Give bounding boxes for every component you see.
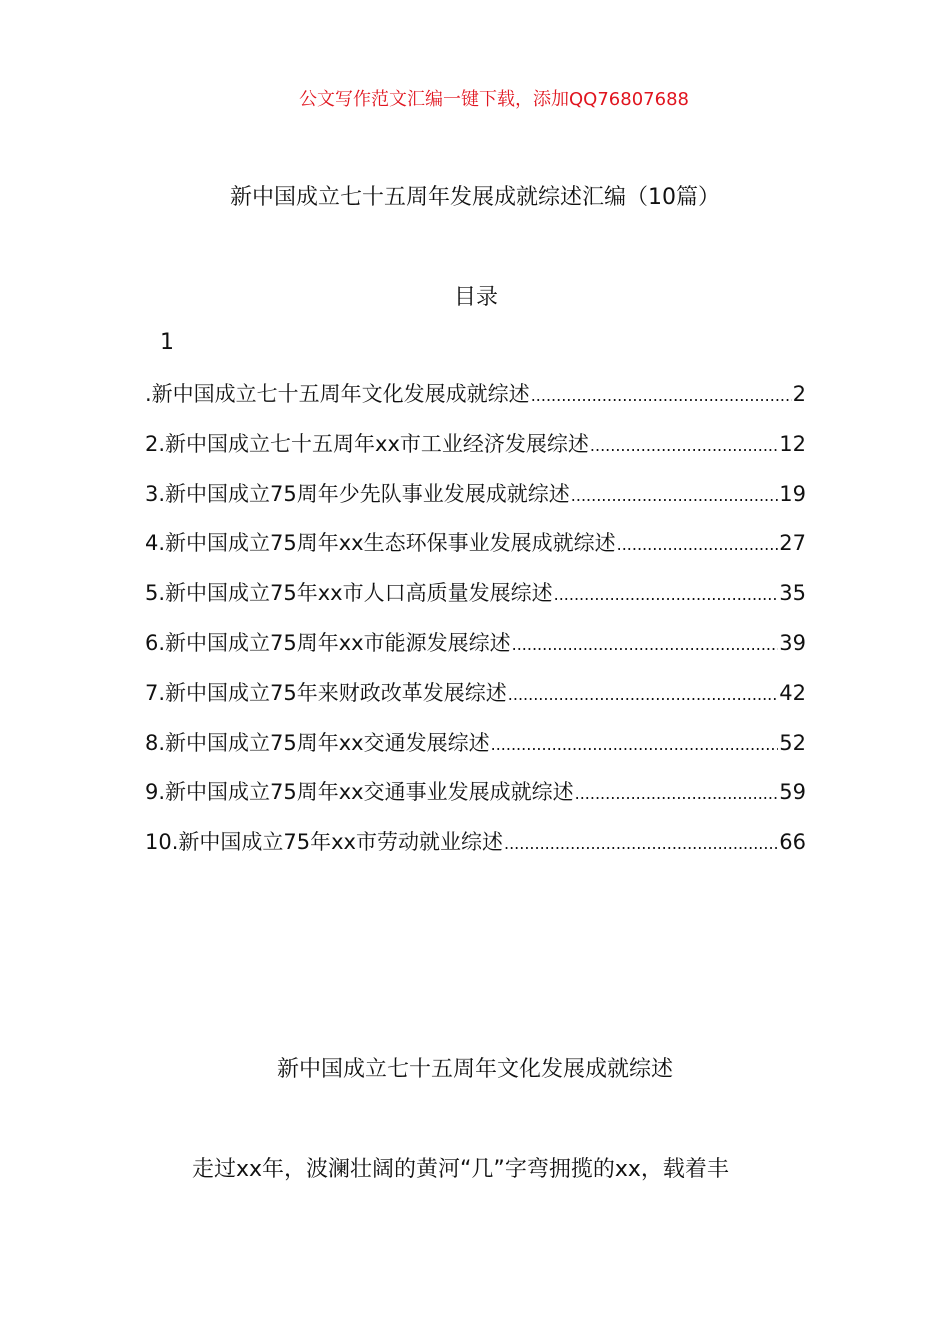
toc-leader-dots [508, 681, 779, 705]
toc-leader-dots [512, 631, 779, 655]
table-of-contents [145, 378, 806, 876]
toc-entry[interactable] [145, 826, 806, 876]
toc-stray-number: 1 [160, 330, 174, 355]
toc-entry-page: 59 [779, 780, 806, 805]
toc-leader-dots [531, 382, 792, 406]
toc-entry-label: 9.新中国成立75周年xx交通事业发展成就综述 [145, 780, 574, 805]
toc-entry-label: 7.新中国成立75年来财政改革发展综述 [145, 680, 507, 705]
document-title: 新中国成立七十五周年发展成就综述汇编（10篇） [230, 185, 720, 210]
toc-entry[interactable] [145, 577, 806, 627]
toc-entry-label: 6.新中国成立75周年xx市能源发展综述 [145, 630, 511, 655]
toc-entry-label: 3.新中国成立75周年少先队事业发展成就综述 [145, 481, 570, 506]
toc-entry-page: 39 [779, 630, 806, 655]
toc-entry-page: 66 [779, 830, 806, 855]
toc-leader-dots [575, 780, 779, 804]
promo-banner: 公文写作范文汇编一键下载，添加QQ76807688 [299, 89, 689, 110]
toc-entry-label: 8.新中国成立75周年xx交通发展综述 [145, 730, 490, 755]
toc-entry[interactable] [145, 378, 806, 428]
toc-entry-page: 35 [779, 581, 806, 606]
toc-leader-dots [554, 581, 779, 605]
toc-entry[interactable] [145, 478, 806, 528]
toc-entry[interactable] [145, 727, 806, 777]
toc-leader-dots [571, 482, 779, 506]
toc-entry-label: .新中国成立七十五周年文化发展成就综述 [145, 382, 530, 406]
toc-entry[interactable] [145, 627, 806, 677]
toc-entry-page: 12 [779, 431, 806, 456]
toc-entry-page: 42 [779, 680, 806, 705]
toc-leader-dots [491, 731, 779, 755]
toc-leader-dots [617, 531, 779, 555]
toc-entry[interactable] [145, 677, 806, 727]
toc-entry[interactable] [145, 428, 806, 478]
body-paragraph: 走过xx年，波澜壮阔的黄河“几”字弯拥揽的xx，载着丰 [192, 1157, 729, 1182]
toc-entry-label: 5.新中国成立75年xx市人口高质量发展综述 [145, 581, 553, 606]
toc-entry-label: 10.新中国成立75年xx市劳动就业综述 [145, 830, 503, 855]
toc-entry-page: 27 [779, 531, 806, 556]
toc-leader-dots [590, 432, 778, 456]
toc-leader-dots [504, 830, 778, 854]
toc-entry-page: 52 [779, 730, 806, 755]
toc-entry-page: 2 [792, 382, 806, 406]
toc-entry-page: 19 [779, 481, 806, 506]
toc-entry-label: 2.新中国成立七十五周年xx市工业经济发展综述 [145, 431, 589, 456]
section-title: 新中国成立七十五周年文化发展成就综述 [276, 1057, 673, 1082]
toc-entry[interactable] [145, 776, 806, 826]
toc-entry-label: 4.新中国成立75周年xx生态环保事业发展成就综述 [145, 531, 616, 556]
toc-entry[interactable] [145, 527, 806, 577]
toc-heading: 目录 [453, 285, 498, 310]
